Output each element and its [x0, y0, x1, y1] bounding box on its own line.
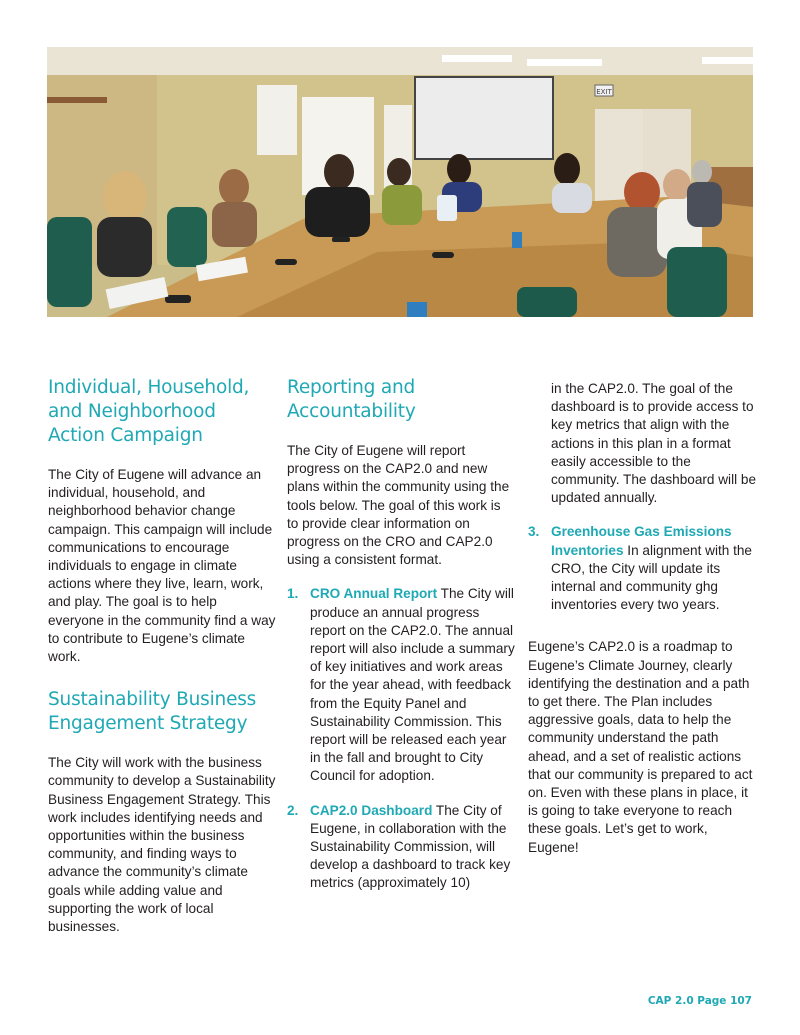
- meeting-photo: [47, 47, 753, 317]
- paragraph-reporting-intro: The City of Eugene will report progress on the CAP2.0 and new plans within the community using the tools below. The goal of this work is to provide clear information on progress on the CRO and CAP2.0 using a consistent format.: [287, 443, 510, 568]
- list-number: 3.: [528, 524, 540, 540]
- column-left: [48, 376, 276, 936]
- heading-business-engagement: Sustainability Business Engagement Strategy: [48, 689, 257, 735]
- list-term: CRO Annual Report: [310, 586, 438, 602]
- column-right: [528, 380, 756, 857]
- exit-sign-text: EXIT: [596, 88, 612, 96]
- paragraph-business-engagement: The City will work with the business community to develop a Sustainability Business Engagement Strategy. This work includes identifying needs and opportunities within the business community, and finding ways to advance the community’s climate goals while adding value and supporting the work of local businesses.: [48, 755, 276, 935]
- column-middle: [287, 376, 515, 909]
- list-number: 1.: [287, 586, 299, 602]
- list-item-cro-report: [287, 585, 515, 785]
- heading-reporting: Reporting and Accountability: [287, 377, 416, 422]
- list-term: CAP2.0 Dashboard: [310, 802, 433, 818]
- list-text: In alignment with the CRO, the City will update its internal and community ghg inventories every two years.: [551, 542, 752, 613]
- page-footer: CAP 2.0 Page 107: [647, 995, 752, 1007]
- list-item-dashboard: [287, 802, 515, 893]
- meeting-room-illustration: [47, 47, 753, 317]
- paragraph-closing: Eugene’s CAP2.0 is a roadmap to Eugene’s Climate Journey, clearly identifying the destination and a path to get there. The Plan includes aggressive goals, data to help the community understand the path ahead, and a set of realistic actions that our community is prepared to act on. Even with these plans in place, it is going to take everyone to reach these goals. Let’s get to work, Eugene!: [528, 639, 753, 855]
- reporting-list: [287, 585, 515, 892]
- list-term: Greenhouse Gas Emissions Inventories: [551, 524, 732, 558]
- reporting-list-continued: [528, 523, 756, 614]
- list-text: The City of Eugene, in collaboration with the Sustainability Commission, will develop a dashboard to track key metrics (approximately 10): [310, 802, 511, 891]
- list-text: The City will produce an annual progress report on the CAP2.0. The annual report will also include a summary of key initiatives and work areas for the year ahead, with feedback from the Equity Panel and Sustainability Commission. This report will be released each year in the fall and brought to City Council for adoption.: [310, 586, 515, 784]
- paragraph-action-campaign: The City of Eugene will advance an individual, household, and neighborhood behavior change campaign. This campaign will include communications to encourage individuals to engage in climate actions where they live, learn, work, and play. The goal is to help everyone in the community find a way to contribute to Eugene’s climate work.: [48, 467, 276, 665]
- list-item-ghg-inventories: [528, 523, 756, 614]
- list-number: 2.: [287, 802, 299, 818]
- paragraph-dashboard-continued: in the CAP2.0. The goal of the dashboard is to provide access to key metrics that align with the actions in this plan in a format easily accessible to the community. The dashboard will be updated annually.: [551, 381, 757, 506]
- heading-action-campaign: Individual, Household, and Neighborhood Action Campaign: [48, 377, 250, 446]
